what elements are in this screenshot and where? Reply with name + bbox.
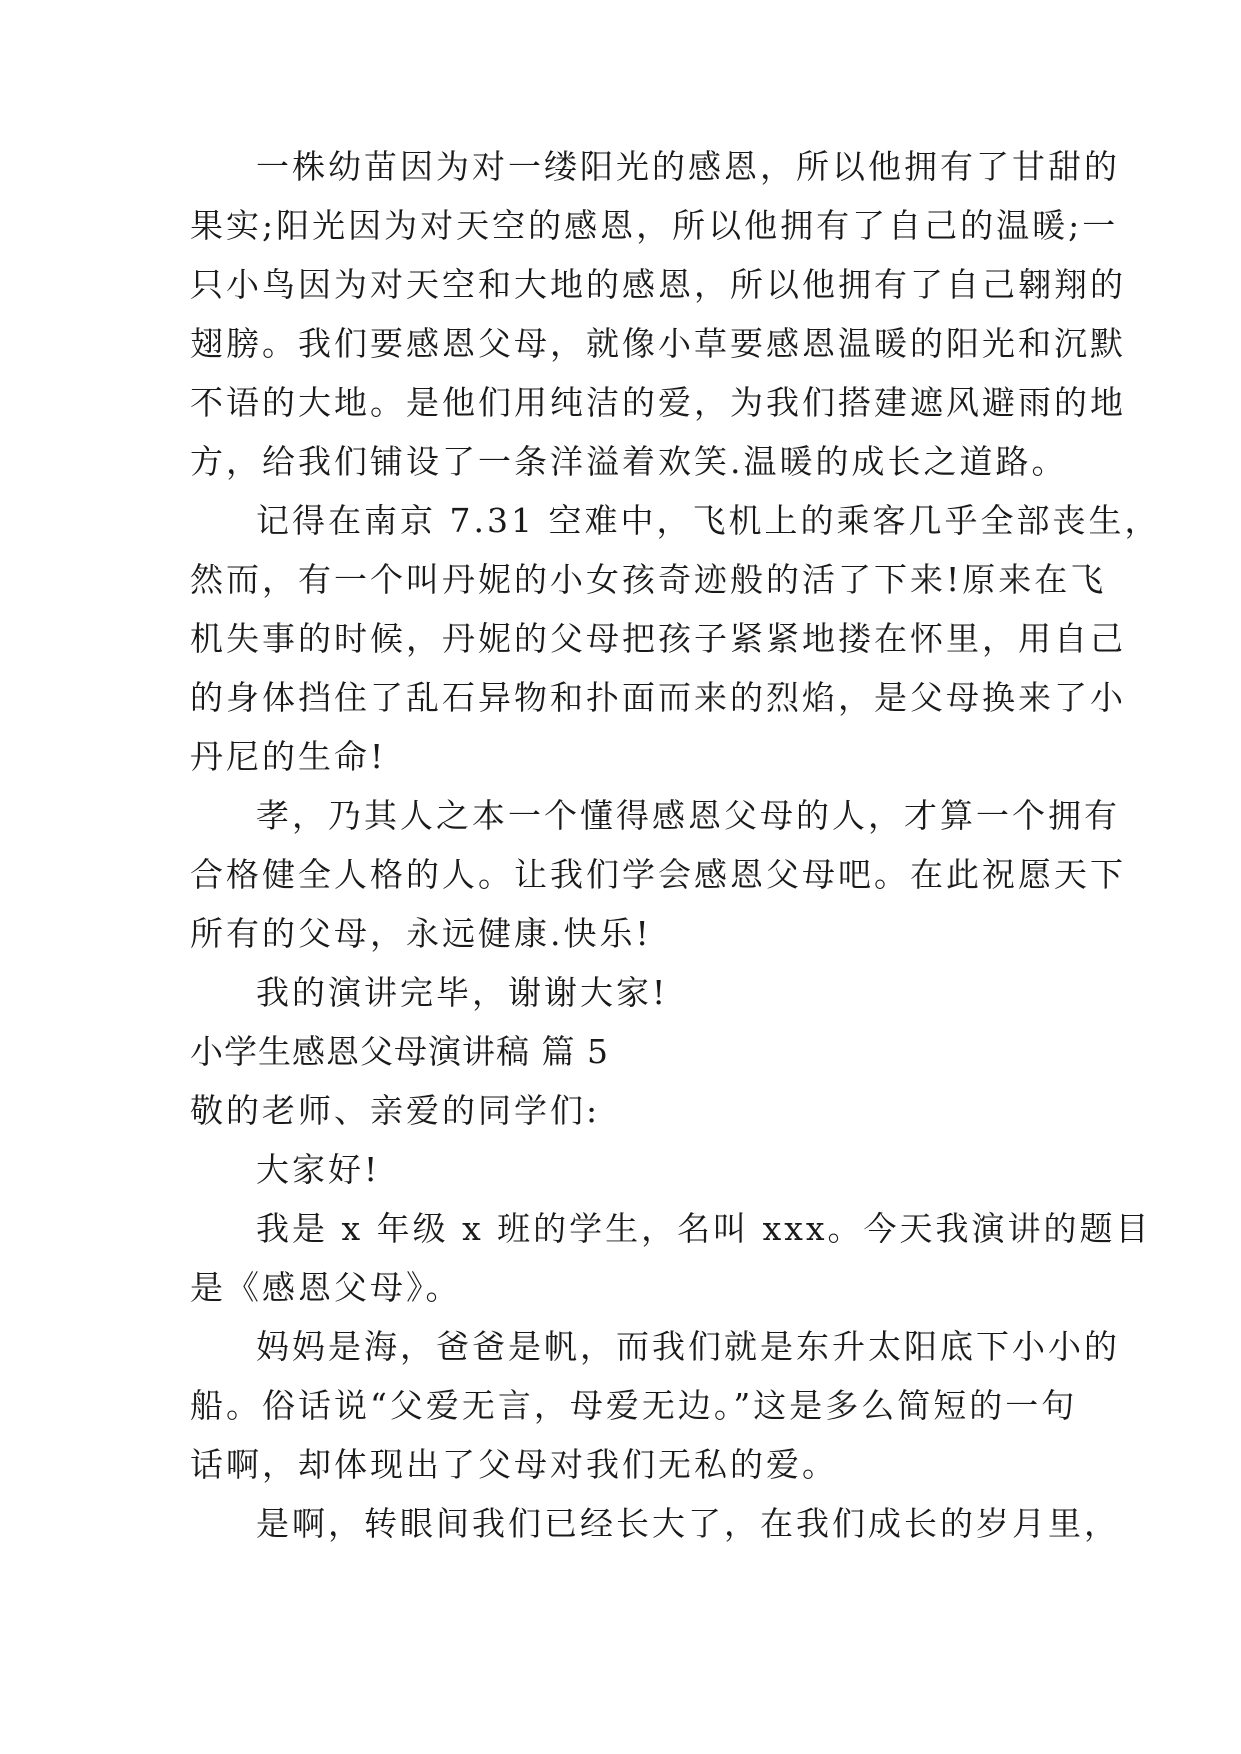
greeting: 大家好! [256, 1150, 381, 1189]
paragraph-line: 然而，有一个叫丹妮的小女孩奇迹般的活了下来!原来在飞 [190, 560, 1107, 599]
section-heading: 小学生感恩父母演讲稿 篇 5 [190, 1032, 609, 1071]
paragraph-line: 我的演讲完毕，谢谢大家! [256, 973, 669, 1012]
paragraph-line: 不语的大地。是他们用纯洁的爱，为我们搭建遮风避雨的地 [190, 383, 1126, 422]
paragraph-line: 是《感恩父母》。 [190, 1268, 462, 1307]
paragraph-line: 是啊，转眼间我们已经长大了，在我们成长的岁月里， [256, 1504, 1120, 1543]
paragraph-line: 孝，乃其人之本一个懂得感恩父母的人，才算一个拥有 [256, 796, 1120, 835]
paragraph-line: 船。俗话说“父爱无言，母爱无边。”这是多么简短的一句 [190, 1386, 1078, 1425]
paragraph-line: 只小鸟因为对天空和大地的感恩，所以他拥有了自己翱翔的 [190, 265, 1126, 304]
paragraph-line: 一株幼苗因为对一缕阳光的感恩，所以他拥有了甘甜的 [256, 147, 1120, 186]
paragraph-line: 果实;阳光因为对天空的感恩，所以他拥有了自己的温暖;一 [190, 206, 1119, 245]
paragraph-line: 机失事的时候，丹妮的父母把孩子紧紧地搂在怀里，用自己 [190, 619, 1126, 658]
paragraph-line: 话啊，却体现出了父母对我们无私的爱。 [190, 1445, 838, 1484]
salutation: 敬的老师、亲爱的同学们: [190, 1091, 601, 1130]
paragraph-line: 翅膀。我们要感恩父母，就像小草要感恩温暖的阳光和沉默 [190, 324, 1126, 363]
paragraph-line: 记得在南京 7.31 空难中，飞机上的乘客几乎全部丧生， [256, 501, 1161, 540]
paragraph-line: 合格健全人格的人。让我们学会感恩父母吧。在此祝愿天下 [190, 855, 1126, 894]
paragraph-line: 我是 x 年级 x 班的学生，名叫 xxx。今天我演讲的题目 [256, 1209, 1152, 1248]
paragraph-line: 妈妈是海，爸爸是帆，而我们就是东升太阳底下小小的 [256, 1327, 1120, 1366]
paragraph-line: 所有的父母，永远健康.快乐! [190, 914, 652, 953]
paragraph-line: 方，给我们铺设了一条洋溢着欢笑.温暖的成长之道路。 [190, 442, 1068, 481]
paragraph-line: 的身体挡住了乱石异物和扑面而来的烈焰，是父母换来了小 [190, 678, 1126, 717]
paragraph-line: 丹尼的生命! [190, 737, 387, 776]
